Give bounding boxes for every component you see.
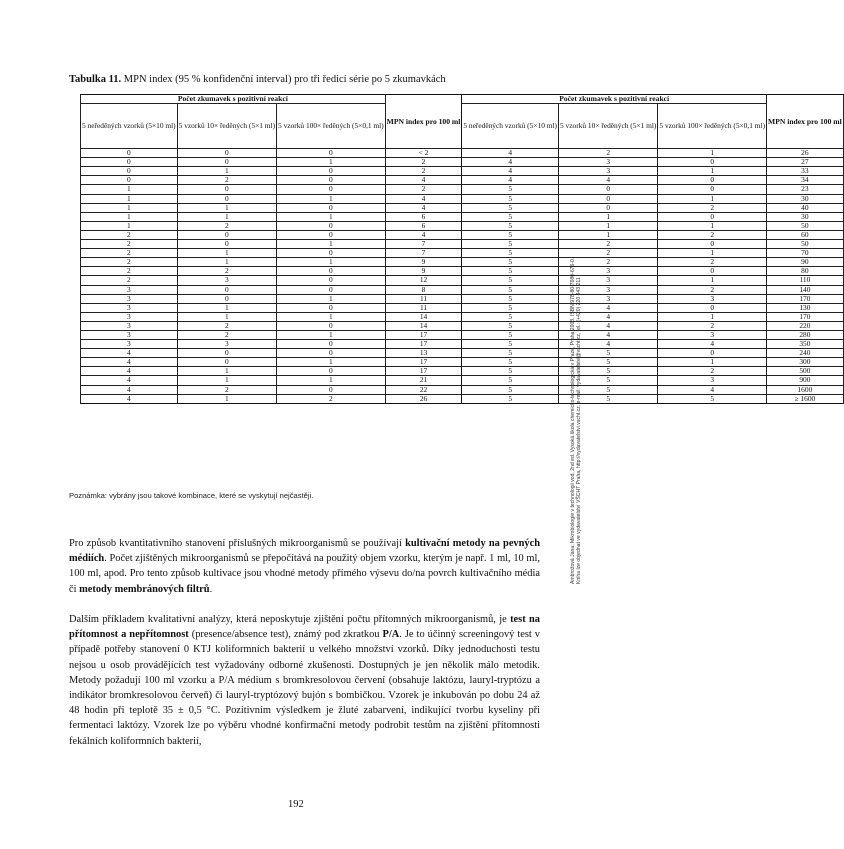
mpn-table-body: [81, 149, 844, 404]
table-cell: 5: [462, 230, 559, 239]
table-cell: 26: [767, 149, 844, 158]
table-cell: 0: [277, 276, 386, 285]
table-cell: 0: [81, 167, 178, 176]
table-cell: 23: [767, 185, 844, 194]
table-cell: 4: [559, 340, 658, 349]
table-cell: 3: [81, 285, 178, 294]
table-cell: 2: [81, 230, 178, 239]
table-cell: 2: [277, 394, 386, 403]
table-row: [81, 330, 844, 339]
table-cell: 2: [658, 203, 767, 212]
table-cell: 3: [559, 158, 658, 167]
table-row: [81, 212, 844, 221]
table-cell: 2: [385, 158, 462, 167]
table-row: [81, 194, 844, 203]
table-cell: 4: [559, 303, 658, 312]
table-cell: 4: [81, 385, 178, 394]
table-cell: 2: [658, 285, 767, 294]
table-cell: 0: [658, 303, 767, 312]
col-header-100x: 5 vzorků 100× ředěných (5×0,1 ml): [277, 104, 386, 149]
table-row: [81, 321, 844, 330]
table-cell: 1: [277, 330, 386, 339]
table-cell: 1: [177, 303, 276, 312]
table-cell: 1: [177, 394, 276, 403]
table-cell: 1: [177, 367, 276, 376]
table-cell: 4: [559, 176, 658, 185]
table-cell: 350: [767, 340, 844, 349]
table-cell: 0: [177, 285, 276, 294]
table-cell: 1: [81, 185, 178, 194]
table-cell: 7: [385, 249, 462, 258]
table-cell: 900: [767, 376, 844, 385]
table-cell: 1: [559, 221, 658, 230]
table-row: [81, 176, 844, 185]
table-cell: 140: [767, 285, 844, 294]
table-cell: 170: [767, 294, 844, 303]
group-header-left: Počet zkumavek s pozitivní reakcí: [81, 95, 386, 104]
table-cell: 50: [767, 221, 844, 230]
paragraph-bold-term: kultivační metody na pevných médiích: [69, 538, 540, 565]
table-cell: 4: [559, 330, 658, 339]
table-cell: 4: [462, 167, 559, 176]
table-cell: 2: [177, 267, 276, 276]
table-cell: 4: [559, 312, 658, 321]
table-cell: 2: [81, 240, 178, 249]
side-note-line: Kniha lze objednat ve vydavatelství VŠCHT Praha, http://vydavatelstvi.vscht.cz, e-mail: vydavatelstvi@vscht.cz, tel.: (+420) 220 443 211: [576, 277, 583, 584]
table-row: [81, 149, 844, 158]
table-cell: 0: [277, 349, 386, 358]
table-cell: 5: [462, 340, 559, 349]
col-header-100x: 5 vzorků 100× ředěných (5×0,1 ml): [658, 104, 767, 149]
table-cell: 2: [81, 276, 178, 285]
table-cell: 3: [81, 294, 178, 303]
table-cell: 5: [462, 276, 559, 285]
table-row: [81, 276, 844, 285]
table-cell: 22: [385, 385, 462, 394]
table-cell: 5: [462, 258, 559, 267]
mpn-table: [80, 94, 844, 404]
table-row: [81, 312, 844, 321]
col-header-10x: 5 vzorků 10× ředěných (5×1 ml): [559, 104, 658, 149]
table-row: [81, 303, 844, 312]
table-cell: 0: [177, 149, 276, 158]
table-cell: 4: [385, 230, 462, 239]
table-cell: 3: [559, 285, 658, 294]
table-cell: 5: [559, 367, 658, 376]
table-cell: 2: [658, 367, 767, 376]
table-cell: 1: [658, 358, 767, 367]
table-cell: 5: [462, 285, 559, 294]
table-cell: 5: [462, 376, 559, 385]
table-cell: 220: [767, 321, 844, 330]
table-cell: 5: [462, 212, 559, 221]
table-cell: 7: [385, 240, 462, 249]
table-cell: 5: [559, 376, 658, 385]
table-cell: 1: [81, 221, 178, 230]
group-header-right: Počet zkumavek s pozitivní reakcí: [462, 95, 767, 104]
table-cell: 1: [81, 203, 178, 212]
mpn-header-right: MPN index pro 100 ml: [767, 95, 844, 149]
table-cell: 9: [385, 267, 462, 276]
table-row: [81, 221, 844, 230]
table-cell: 2: [658, 230, 767, 239]
table-cell: 3: [81, 340, 178, 349]
table-cell: 1: [277, 376, 386, 385]
table-cell: 50: [767, 240, 844, 249]
table-cell: 4: [81, 367, 178, 376]
table-cell: 1: [658, 194, 767, 203]
table-cell: 1: [277, 312, 386, 321]
table-cell: 4: [462, 149, 559, 158]
page-number: 192: [288, 799, 304, 810]
side-note: [570, 84, 584, 584]
paragraph-text: . Je to účinný screeningový test v případě potřeby stanovení 0 KTJ koliformních bakterií u velkého množství vzorků. Díky jednoduchosti testu nejsou u osob provádějících test vyžadovány odborné zkušenosti. Dostupných je jen několik málo metodik. Metody požadují 100 ml vzorku a P/A médium s bromkresolovou červení (obsahuje laktózu, lauryl-tryptózu a indikátor bromkresolovou červeň) či lauryl-tryptózový bujón s bombičkou. Vzorek je inkubován po dobu 24 až 48 hodin při teplotě 35 ± 0,5 °C. Pozitivním výsledkem je žluté zabarvení, indikující tvorbu kyseliny při fermentaci laktózy. Vzorek lze po výběru vhodné konfirmační metody podrobit testům na zjištění přítomnosti fekálních koliformních bakterií,: [69, 629, 540, 747]
table-cell: 0: [277, 367, 386, 376]
table-cell: 11: [385, 303, 462, 312]
table-row: [81, 349, 844, 358]
table-cell: 1: [81, 194, 178, 203]
table-cell: 1: [658, 149, 767, 158]
table-cell: 30: [767, 212, 844, 221]
table-cell: 5: [559, 394, 658, 403]
table-cell: 5: [462, 240, 559, 249]
table-cell: 60: [767, 230, 844, 239]
table-cell: 27: [767, 158, 844, 167]
table-cell: 12: [385, 276, 462, 285]
table-cell: 2: [81, 249, 178, 258]
table-cell: 9: [385, 258, 462, 267]
table-row: [81, 376, 844, 385]
table-cell: 3: [177, 276, 276, 285]
table-row: [81, 240, 844, 249]
table-row: [81, 285, 844, 294]
table-cell: 0: [277, 221, 386, 230]
table-cell: 4: [385, 203, 462, 212]
table-cell: 2: [658, 258, 767, 267]
col-header-10x: 5 vzorků 10× ředěných (5×1 ml): [177, 104, 276, 149]
table-cell: 1: [81, 212, 178, 221]
paragraph-bold-term: P/A: [382, 629, 400, 641]
table-cell: 2: [177, 330, 276, 339]
table-cell: 0: [277, 303, 386, 312]
table-cell: 30: [767, 194, 844, 203]
table-cell: 170: [767, 312, 844, 321]
table-cell: 0: [81, 158, 178, 167]
paragraph-text: Pro způsob kvantitativního stanovení příslušných mikroorganismů se používají: [69, 538, 406, 549]
table-caption-text: MPN index (95 % konfidenční interval) pro tři ředicí série po 5 zkumavkách: [121, 74, 446, 85]
table-cell: 300: [767, 358, 844, 367]
table-cell: 5: [462, 394, 559, 403]
side-note-text: [570, 84, 583, 584]
table-cell: 1: [177, 249, 276, 258]
table-cell: 240: [767, 349, 844, 358]
table-cell: 17: [385, 340, 462, 349]
table-cell: 1: [277, 158, 386, 167]
table-cell: 1: [177, 376, 276, 385]
col-header-undiluted: 5 neředěných vzorků (5×10 ml): [462, 104, 559, 149]
table-cell: 4: [81, 358, 178, 367]
table-cell: 17: [385, 367, 462, 376]
paragraph-bold-term: metody membránových filtrů: [79, 583, 210, 595]
table-cell: 0: [658, 176, 767, 185]
table-cell: 0: [277, 185, 386, 194]
table-row: [81, 185, 844, 194]
table-cell: 1: [658, 249, 767, 258]
table-note: Poznámka: vybrány jsou takové kombinace, které se vyskytují nejčastěji.: [69, 491, 314, 500]
table-cell: 4: [462, 176, 559, 185]
table-cell: 5: [462, 358, 559, 367]
table-cell: 1: [277, 240, 386, 249]
table-cell: 5: [559, 349, 658, 358]
table-cell: 1: [177, 312, 276, 321]
table-cell: 5: [462, 249, 559, 258]
table-row: [81, 267, 844, 276]
table-cell: 1: [277, 294, 386, 303]
table-cell: 2: [177, 176, 276, 185]
table-cell: 5: [462, 194, 559, 203]
table-cell: 0: [177, 294, 276, 303]
table-cell: 5: [462, 312, 559, 321]
table-cell: 5: [462, 294, 559, 303]
table-row: [81, 167, 844, 176]
table-cell: 4: [658, 385, 767, 394]
table-row: [81, 385, 844, 394]
table-cell: 1: [177, 258, 276, 267]
table-cell: 5: [559, 385, 658, 394]
table-cell: 5: [462, 330, 559, 339]
table-cell: 2: [177, 385, 276, 394]
table-cell: 0: [559, 203, 658, 212]
table-cell: 5: [462, 185, 559, 194]
table-cell: 5: [462, 303, 559, 312]
table-cell: 4: [385, 194, 462, 203]
table-cell: 0: [658, 267, 767, 276]
table-caption-label: Tabulka 11.: [69, 74, 122, 85]
paragraph-text: Dalším příkladem kvalitativní analýzy, která neposkytuje zjištění počtu přítomných mikroorganismů, je: [69, 614, 511, 625]
table-cell: 17: [385, 330, 462, 339]
table-cell: 1: [277, 212, 386, 221]
table-cell: 280: [767, 330, 844, 339]
table-cell: 3: [658, 376, 767, 385]
table-row: [81, 394, 844, 403]
table-cell: 0: [277, 267, 386, 276]
table-cell: 1: [658, 167, 767, 176]
table-cell: 0: [81, 176, 178, 185]
table-cell: 2: [81, 267, 178, 276]
table-cell: 0: [277, 203, 386, 212]
table-cell: 3: [177, 340, 276, 349]
table-cell: 0: [658, 349, 767, 358]
table-cell: 3: [81, 321, 178, 330]
table-cell: 2: [385, 185, 462, 194]
table-cell: 0: [277, 321, 386, 330]
table-cell: 2: [559, 249, 658, 258]
table-cell: 5: [462, 203, 559, 212]
table-cell: 5: [658, 394, 767, 403]
table-cell: 1: [277, 258, 386, 267]
table-cell: 0: [277, 167, 386, 176]
table-cell: 1: [177, 203, 276, 212]
table-cell: 0: [177, 158, 276, 167]
table-cell: 0: [559, 185, 658, 194]
table-cell: 2: [559, 149, 658, 158]
table-cell: 0: [177, 240, 276, 249]
table-cell: 2: [385, 167, 462, 176]
table-cell: 1: [559, 230, 658, 239]
table-cell: 130: [767, 303, 844, 312]
table-cell: 0: [177, 358, 276, 367]
table-cell: 13: [385, 349, 462, 358]
table-row: [81, 358, 844, 367]
table-cell: 14: [385, 312, 462, 321]
table-cell: 3: [81, 330, 178, 339]
table-row: [81, 294, 844, 303]
table-cell: 2: [559, 240, 658, 249]
table-cell: 3: [658, 294, 767, 303]
col-header-undiluted: 5 neředěných vzorků (5×10 ml): [81, 104, 178, 149]
table-cell: 0: [277, 230, 386, 239]
table-cell: 0: [559, 194, 658, 203]
table-cell: 2: [81, 258, 178, 267]
table-cell: 3: [81, 303, 178, 312]
table-cell: 0: [177, 230, 276, 239]
table-cell: 5: [462, 321, 559, 330]
table-cell: 0: [277, 149, 386, 158]
table-cell: 1: [559, 212, 658, 221]
table-cell: 33: [767, 167, 844, 176]
table-cell: 11: [385, 294, 462, 303]
table-row: [81, 230, 844, 239]
table-cell: 70: [767, 249, 844, 258]
table-cell: 3: [559, 167, 658, 176]
table-cell: 0: [658, 158, 767, 167]
table-cell: 2: [559, 258, 658, 267]
table-cell: 1: [277, 194, 386, 203]
table-cell: 0: [277, 385, 386, 394]
table-cell: 4: [658, 340, 767, 349]
table-cell: 4: [81, 376, 178, 385]
table-cell: 6: [385, 221, 462, 230]
paragraph-bold-term: test na přítomnost a nepřítomnost: [69, 614, 540, 641]
table-caption: [69, 74, 539, 85]
table-cell: 0: [177, 194, 276, 203]
table-row: [81, 249, 844, 258]
table-cell: 1: [177, 212, 276, 221]
table-cell: 500: [767, 367, 844, 376]
table-cell: 4: [81, 394, 178, 403]
table-cell: 1: [177, 167, 276, 176]
table-cell: 14: [385, 321, 462, 330]
table-row: [81, 203, 844, 212]
table-cell: 6: [385, 212, 462, 221]
table-cell: 4: [559, 321, 658, 330]
table-cell: 1: [658, 221, 767, 230]
mpn-header-left: MPN index pro 100 ml: [385, 95, 462, 149]
table-cell: 2: [177, 321, 276, 330]
table-cell: 4: [462, 158, 559, 167]
table-cell: 8: [385, 285, 462, 294]
table-row: [81, 367, 844, 376]
table-cell: 0: [81, 149, 178, 158]
table-cell: 26: [385, 394, 462, 403]
table-cell: 5: [462, 267, 559, 276]
table-cell: 2: [177, 221, 276, 230]
table-cell: 0: [277, 176, 386, 185]
table-cell: 21: [385, 376, 462, 385]
table-cell: 0: [277, 249, 386, 258]
table-cell: 3: [559, 294, 658, 303]
table-cell: 5: [462, 367, 559, 376]
table-cell: 5: [462, 221, 559, 230]
table-cell: 5: [462, 349, 559, 358]
paragraph-text: (presence/absence test), známý pod zkratkou: [188, 629, 383, 641]
table-cell: 1600: [767, 385, 844, 394]
table-cell: 3: [658, 330, 767, 339]
table-row: [81, 158, 844, 167]
table-cell: 5: [559, 358, 658, 367]
table-cell: 0: [177, 349, 276, 358]
paragraph-presence-absence: [69, 612, 540, 749]
paragraph-text: . Počet zjištěných mikroorganismů se přepočítává na použitý objem vzorku, kterým je např. 1 ml, 10 ml, 100 ml, apod. Pro tento způsob kultivace jsou vhodné metody přímého výsevu do/na povrch kultivačního média či: [69, 553, 540, 595]
table-cell: 40: [767, 203, 844, 212]
table-cell: 1: [658, 276, 767, 285]
table-cell: 4: [385, 176, 462, 185]
table-cell: < 2: [385, 149, 462, 158]
table-cell: 4: [81, 349, 178, 358]
paragraph-cultivation: [69, 536, 540, 597]
table-cell: ≥ 1600: [767, 394, 844, 403]
table-cell: 1: [658, 312, 767, 321]
table-cell: 80: [767, 267, 844, 276]
table-cell: 110: [767, 276, 844, 285]
table-row: [81, 258, 844, 267]
table-row: [81, 340, 844, 349]
table-cell: 2: [658, 321, 767, 330]
table-cell: 0: [177, 185, 276, 194]
table-cell: 0: [277, 340, 386, 349]
table-cell: 3: [559, 267, 658, 276]
table-cell: 90: [767, 258, 844, 267]
table-cell: 3: [81, 312, 178, 321]
table-cell: 0: [658, 240, 767, 249]
paragraph-text: .: [209, 583, 213, 595]
table-cell: 34: [767, 176, 844, 185]
table-cell: 1: [277, 358, 386, 367]
table-cell: 3: [559, 276, 658, 285]
table-cell: 0: [658, 185, 767, 194]
side-note-line: Ambrožová Jana: Mikrobiologie v technologii vod. 2nd ed. Vysoká škola chemicko-technologická v Praze, Praha 2008. ISBN 978-80-7080-676-0.: [570, 257, 576, 584]
table-cell: 0: [277, 285, 386, 294]
table-cell: 0: [658, 212, 767, 221]
table-cell: 17: [385, 358, 462, 367]
table-cell: 5: [462, 385, 559, 394]
